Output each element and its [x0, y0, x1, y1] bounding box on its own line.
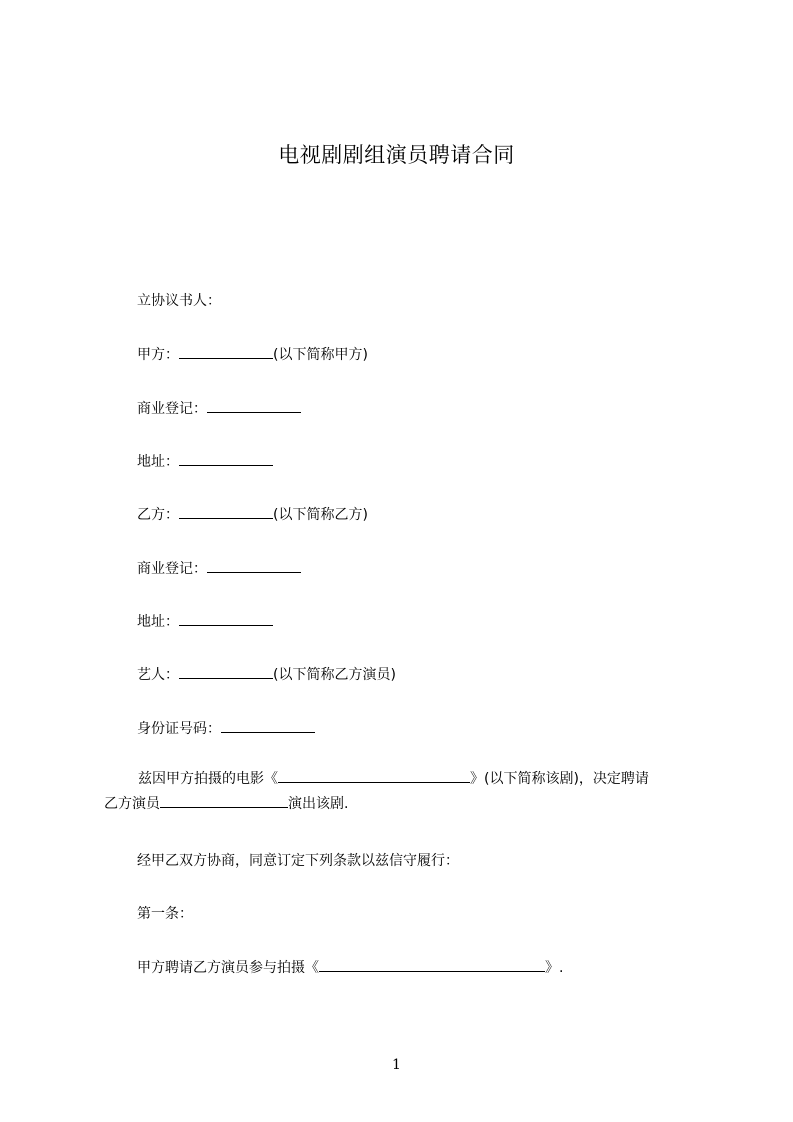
article-one-text-line — [137, 957, 563, 978]
document-title: 电视剧剧组演员聘请合同 — [278, 143, 515, 167]
signatories-label: 立协议书人： — [137, 293, 221, 309]
id-number-blank — [221, 718, 315, 733]
intro-text-3: 乙方演员 — [104, 796, 160, 812]
party-b-label: 乙方： — [137, 507, 179, 523]
film-title-blank-a — [278, 768, 342, 783]
party-a-blank — [179, 344, 273, 359]
intro-text-2: 》(以下简称该剧)，决定聘请 — [470, 771, 649, 787]
address-a-blank — [179, 451, 273, 466]
artist-blank — [179, 664, 273, 679]
artist-line — [137, 664, 396, 685]
page-number: 1 — [392, 1057, 401, 1073]
address-b-blank — [179, 611, 273, 626]
signatories-line — [137, 291, 221, 311]
business-reg-b-blank — [207, 558, 301, 573]
business-reg-a-blank — [207, 398, 301, 413]
business-reg-a-label: 商业登记： — [137, 401, 207, 417]
party-a-suffix: (以下简称甲方) — [273, 347, 368, 363]
intro-text-4: 演出该剧. — [288, 796, 349, 812]
party-b-blank — [179, 504, 273, 519]
article-one-blank — [319, 957, 545, 972]
party-b-line — [137, 504, 368, 525]
artist-suffix: (以下简称乙方演员) — [273, 667, 396, 683]
intro-paragraph — [104, 767, 704, 817]
party-a-label: 甲方： — [137, 347, 179, 363]
party-b-suffix: (以下简称乙方) — [273, 507, 368, 523]
film-title-blank-b — [342, 768, 470, 783]
actor-name-blank — [160, 793, 288, 808]
address-a-line — [137, 451, 273, 472]
article-one-text: 甲方聘请乙方演员参与拍摄《 — [137, 960, 319, 976]
business-reg-a-line — [137, 398, 301, 419]
address-a-label: 地址： — [137, 454, 179, 470]
intro-text-1: 兹因甲方拍摄的电影《 — [138, 771, 278, 787]
intro-line-2 — [104, 792, 704, 817]
business-reg-b-label: 商业登记： — [137, 561, 207, 577]
agreement-line — [137, 851, 459, 871]
agreement-text: 经甲乙双方协商，同意订定下列条款以兹信守履行： — [137, 853, 459, 869]
artist-label: 艺人： — [137, 667, 179, 683]
party-a-line — [137, 344, 368, 365]
article-one-heading — [137, 904, 193, 924]
id-number-label: 身份证号码： — [137, 721, 221, 737]
article-one-label: 第一条： — [137, 906, 193, 922]
business-reg-b-line — [137, 558, 301, 579]
address-b-label: 地址： — [137, 614, 179, 630]
intro-line-1 — [104, 767, 704, 792]
article-one-end: 》. — [545, 960, 564, 976]
address-b-line — [137, 611, 273, 632]
id-number-line — [137, 718, 315, 739]
